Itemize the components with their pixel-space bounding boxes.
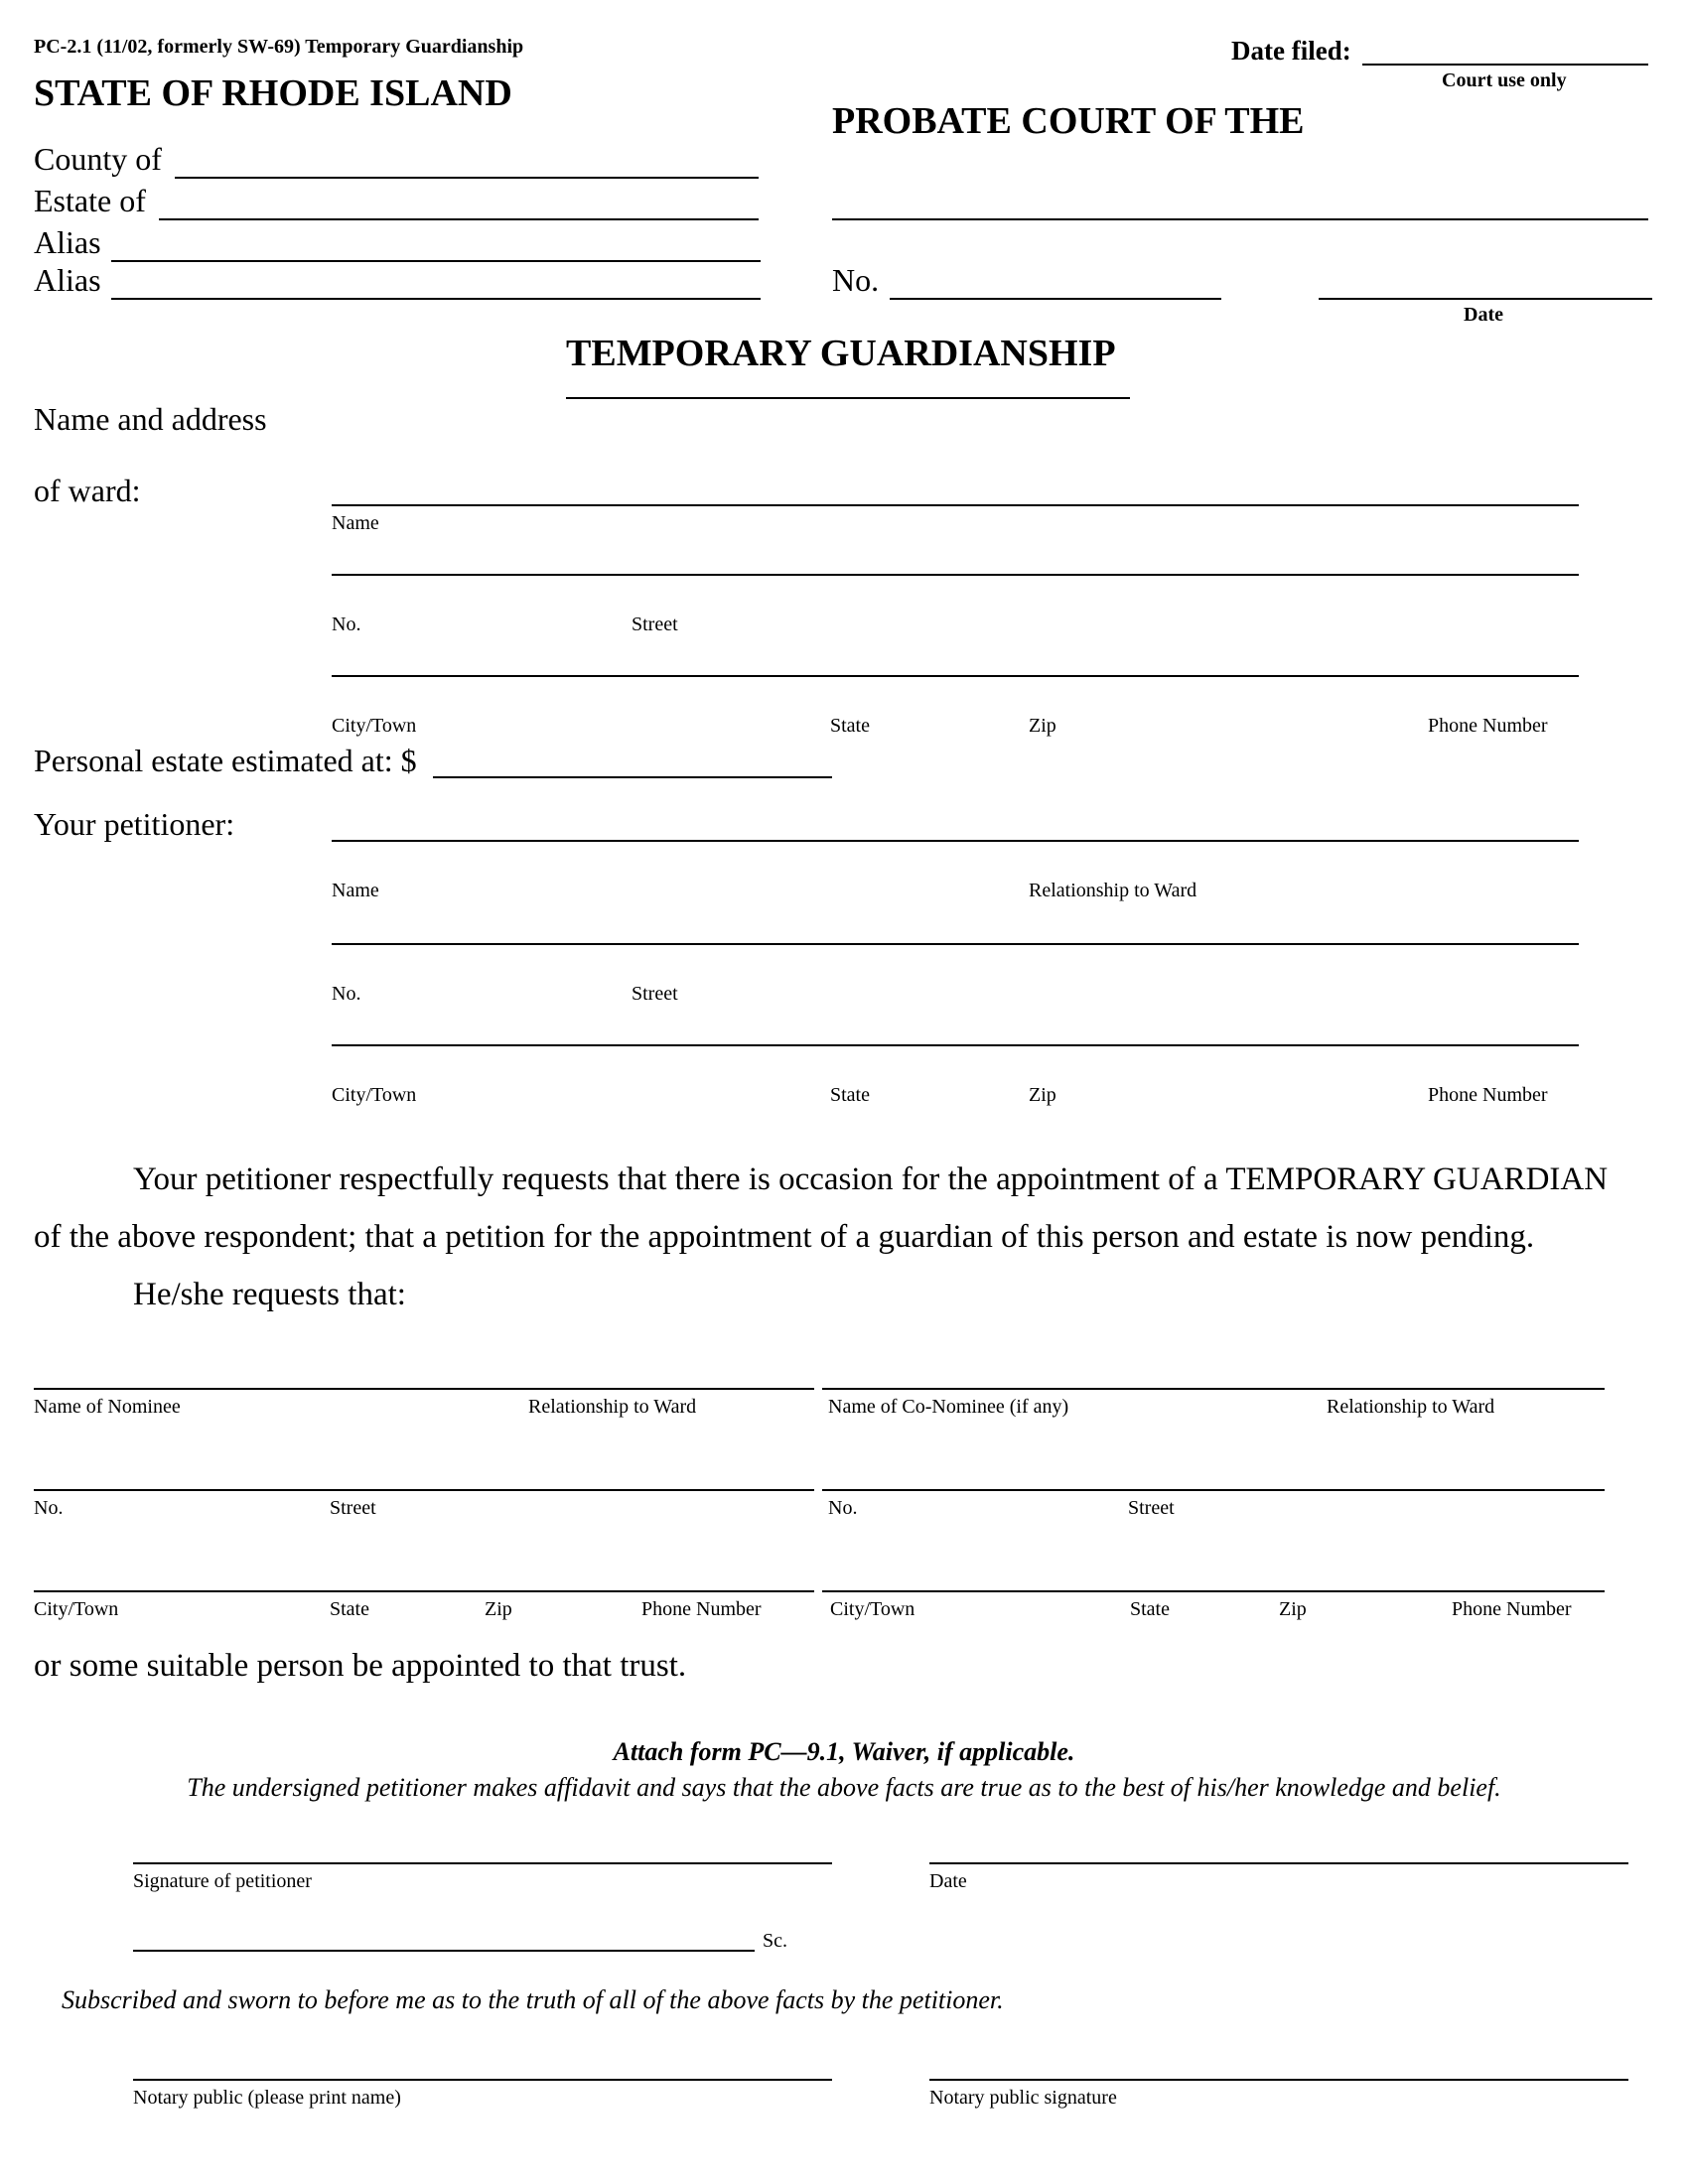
nominee-no-caption: No. (34, 1497, 64, 1519)
ward-street-caption: Street (632, 614, 678, 635)
estate-estimate-label: Personal estate estimated at: $ (34, 743, 417, 778)
nominee-zip-caption: Zip (485, 1598, 512, 1620)
affidavit-statement: The undersigned petitioner makes affidavit and says that the above facts are true as to the best of his/her knowledge and belief. (187, 1773, 1501, 1802)
ward-zip-caption: Zip (1029, 715, 1056, 737)
conominee-zip-caption: Zip (1279, 1598, 1307, 1620)
ward-phone-caption: Phone Number (1428, 715, 1548, 737)
petitioner-street-caption: Street (632, 983, 678, 1005)
conominee-no-caption: No. (828, 1497, 858, 1519)
requests-that: He/she requests that: (133, 1277, 406, 1312)
case-no-field[interactable] (890, 298, 1221, 300)
attach-waiver-note: Attach form PC—9.1, Waiver, if applicable. (613, 1737, 1075, 1766)
ward-label-line1: Name and address (34, 401, 267, 437)
header-date-label: Date (1464, 304, 1503, 326)
sc-field[interactable] (133, 1950, 755, 1952)
conominee-city-field[interactable] (822, 1590, 1605, 1592)
conominee-name-field[interactable] (822, 1388, 1605, 1390)
signature-date-field[interactable] (929, 1862, 1628, 1864)
alias2-label: Alias (34, 262, 101, 298)
petitioner-zip-caption: Zip (1029, 1084, 1056, 1106)
nominee-street-field[interactable] (34, 1489, 814, 1491)
nominee-city-field[interactable] (34, 1590, 814, 1592)
request-paragraph-line1: Your petitioner respectfully requests that there is occasion for the appointment of a TEMPORARY GUARDIAN (133, 1161, 1609, 1197)
form-id: PC-2.1 (11/02, formerly SW-69) Temporary Guardianship (34, 36, 524, 58)
ward-state-caption: State (830, 715, 870, 737)
nominee-relationship-caption: Relationship to Ward (528, 1396, 697, 1418)
date-filed-field[interactable] (1362, 64, 1648, 66)
ward-label-line2: of ward: (34, 473, 141, 508)
probate-court-field[interactable] (832, 218, 1648, 220)
petitioner-signature-caption: Signature of petitioner (133, 1870, 312, 1892)
title-underline (566, 397, 1130, 399)
alias2-field[interactable] (111, 298, 761, 300)
petitioner-city-caption: City/Town (332, 1084, 417, 1106)
form-title: TEMPORARY GUARDIANSHIP (566, 333, 1116, 374)
petitioner-label: Your petitioner: (34, 806, 235, 842)
ward-no-caption: No. (332, 614, 361, 635)
subscribed-sworn-text: Subscribed and sworn to before me as to the truth of all of the above facts by the petitioner. (62, 1985, 1004, 2014)
sc-label: Sc. (763, 1930, 787, 1952)
estate-label: Estate of (34, 183, 146, 218)
petitioner-relationship-caption: Relationship to Ward (1029, 880, 1197, 901)
notary-name-caption: Notary public (please print name) (133, 2087, 401, 2109)
petitioner-state-caption: State (830, 1084, 870, 1106)
nominee-state-caption: State (330, 1598, 369, 1620)
petitioner-name-field[interactable] (332, 840, 1579, 842)
conominee-street-caption: Street (1128, 1497, 1175, 1519)
ward-name-field[interactable] (332, 504, 1579, 506)
state-title: STATE OF RHODE ISLAND (34, 72, 512, 114)
court-use-only: Court use only (1442, 69, 1567, 91)
notary-signature-field[interactable] (929, 2079, 1628, 2081)
nominee-phone-caption: Phone Number (641, 1598, 762, 1620)
petitioner-street-field[interactable] (332, 943, 1579, 945)
probate-court-title: PROBATE COURT OF THE (832, 100, 1305, 142)
notary-signature-caption: Notary public signature (929, 2087, 1117, 2109)
conominee-state-caption: State (1130, 1598, 1170, 1620)
county-field[interactable] (175, 177, 759, 179)
estate-estimate-field[interactable] (433, 776, 832, 778)
conominee-city-caption: City/Town (830, 1598, 915, 1620)
signature-date-caption: Date (929, 1870, 967, 1892)
petitioner-no-caption: No. (332, 983, 361, 1005)
nominee-name-caption: Name of Nominee (34, 1396, 181, 1418)
alias1-field[interactable] (111, 260, 761, 262)
alias1-label: Alias (34, 224, 101, 260)
ward-city-caption: City/Town (332, 715, 417, 737)
conominee-phone-caption: Phone Number (1452, 1598, 1572, 1620)
petitioner-city-field[interactable] (332, 1044, 1579, 1046)
case-no-label: No. (832, 262, 880, 298)
estate-field[interactable] (159, 218, 759, 220)
petitioner-phone-caption: Phone Number (1428, 1084, 1548, 1106)
conominee-name-caption: Name of Co-Nominee (if any) (828, 1396, 1069, 1418)
notary-name-field[interactable] (133, 2079, 832, 2081)
nominee-city-caption: City/Town (34, 1598, 119, 1620)
petitioner-signature-field[interactable] (133, 1862, 832, 1864)
petitioner-name-caption: Name (332, 880, 379, 901)
header-date-field[interactable] (1319, 298, 1652, 300)
nominee-street-caption: Street (330, 1497, 376, 1519)
conominee-relationship-caption: Relationship to Ward (1327, 1396, 1495, 1418)
ward-city-field[interactable] (332, 675, 1579, 677)
nominee-name-field[interactable] (34, 1388, 814, 1390)
ward-street-field[interactable] (332, 574, 1579, 576)
suitable-person-text: or some suitable person be appointed to that trust. (34, 1648, 687, 1684)
conominee-street-field[interactable] (822, 1489, 1605, 1491)
ward-name-caption: Name (332, 512, 379, 534)
county-label: County of (34, 141, 162, 177)
date-filed-label: Date filed: (1231, 36, 1351, 66)
request-paragraph-line2: of the above respondent; that a petition for the appointment of a guardian of this person and estate is now pending. (34, 1219, 1535, 1255)
